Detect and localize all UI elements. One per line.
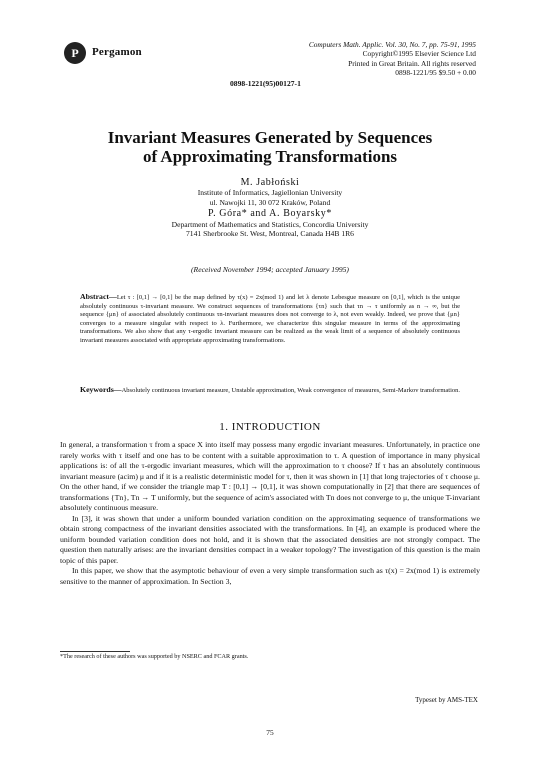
pii-code: 0898-1221(95)00127-1 xyxy=(230,79,301,88)
journal-citation: Computers Math. Applic. Vol. 30, No. 7, pp. 75-91, 1995 xyxy=(308,40,476,49)
affiliation-line: 7141 Sherbrooke St. West, Montreal, Canada H4B 1R6 xyxy=(186,229,354,239)
author-name: P. Góra* and A. Boyarsky* xyxy=(208,208,332,220)
paper-title xyxy=(40,128,500,166)
keywords-label: Keywords— xyxy=(80,385,122,394)
affiliation-line: Department of Mathematics and Statistics, Concordia University xyxy=(171,219,369,229)
typeset-note: Typeset by AMS-TEX xyxy=(415,696,478,704)
page-number: 75 xyxy=(266,728,274,737)
publisher-logo-icon: P xyxy=(64,42,86,64)
abstract-label: Abstract— xyxy=(80,292,117,301)
title-line: Invariant Measures Generated by Sequences xyxy=(107,128,433,147)
printed-line: Printed in Great Britain. All rights reserved xyxy=(348,58,476,68)
footnote: *The research of these authors was supported by NSERC and FCAR grants. xyxy=(60,653,249,660)
body-paragraph: In this paper, we show that the asymptotic behaviour of even a very simple transformation such as τ(x) = 2x(mod 1) is extremely sensitive to the manner of approximation. In Section 3, xyxy=(60,566,480,586)
price-line: 0898-1221/95 $9.50 + 0.00 xyxy=(395,68,476,78)
keywords xyxy=(80,386,460,396)
footnote-divider xyxy=(60,651,130,652)
abstract xyxy=(80,293,460,346)
body-text xyxy=(60,440,480,587)
body-paragraph: In [3], it was shown that under a uniform bounded variation condition on the approximating sequence of transformations we obtain strong compactness of the invariant densities associated with the transformations. In [4], an example is produced where the uniform bounded variation condition does not hold, and it is shown that the associated densities are not strongly compact. The question then naturally arises: are the invariant densities compact in a weaker topology? The investigation of this question is the main topic of this paper. xyxy=(60,513,480,565)
affiliation-line: ul. Nawojki 11, 30 072 Kraków, Poland xyxy=(209,197,331,207)
author-name: M. Jabłoński xyxy=(240,177,300,188)
section-heading: 1. INTRODUCTION xyxy=(219,421,321,433)
abstract-text: Let τ : [0,1] → [0,1] be the map defined by τ(x) = 2x(mod 1) and let λ denote Lebesgue measure on [0,1], which is the unique absolutely continuous τ-invariant measure. We construct sequences of transformations {τn} such that τn → τ uniformly as n → ∞, but the sequence {μn} of associated absolutely continuous τn-invariant measures does not converge to λ, not even weakly. Indeed, we prove that {μn} converges to a measure singular with respect to λ. Furthermore, we characterize this singular measure in terms of the approximating transformations. We also show that any τ-ergodic invariant measure can be realized as the weak limit of a sequence of absolutely continuous invariant measures associated with appropriate approximating transformations. xyxy=(80,294,460,344)
publisher-name: Pergamon xyxy=(92,46,142,58)
affiliation-line: Institute of Informatics, Jagiellonian University xyxy=(197,188,343,198)
copyright-line: Copyright©1995 Elsevier Science Ltd xyxy=(362,49,476,59)
body-paragraph: In general, a transformation τ from a space X into itself may possess many ergodic invariant measures. Unfortunately, in practice one rarely works with τ itself and one has to be content with a suitable approximation to τ. A question of importance in many physical applications is: of all the τ-ergodic invariant measures, which will the approximation to τ choose? If τ has an absolutely continuous invariant measure (acim) μ and if it is a realistic deterministic model for τ, then it was shown in [1] that long trajectories of τ choose μ. On the other hand, if we consider the triangle map T : [0,1] → [0,1], it was shown computationally in [2] that there are sequences of transformations {Tn}, Tn → T uniformly, but the sequence of acim's associated with Tn does not converge to μ, the unique T-invariant absolutely continuous measure. xyxy=(60,440,480,512)
journal-info xyxy=(216,40,476,78)
author-block xyxy=(40,178,500,238)
title-line: of Approximating Transformations xyxy=(142,147,398,166)
keywords-text: Absolutely continuous invariant measure, Unstable approximation, Weak convergence of measures, Semi-Markov transformation. xyxy=(121,387,461,394)
received-dates: (Received November 1994; accepted January 1995) xyxy=(191,265,349,274)
